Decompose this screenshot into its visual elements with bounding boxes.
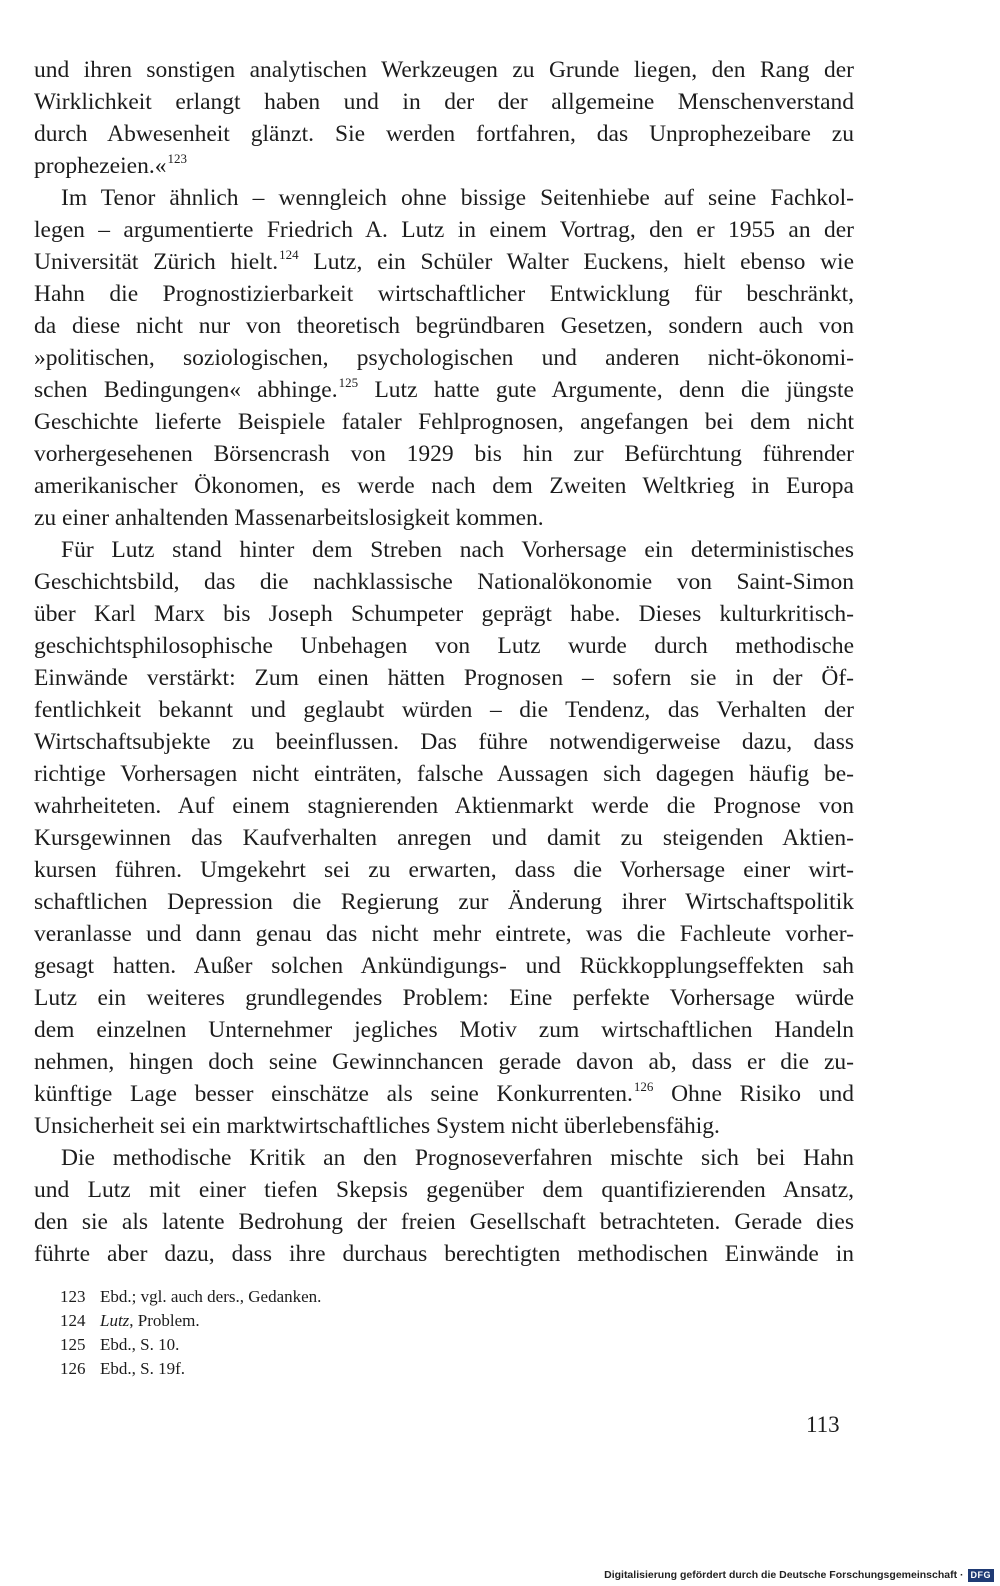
text-line: durch Abwesenheit glänzt. Sie werden fortfahren, das Unprophezeibare zu (34, 121, 854, 147)
text-line: dem einzelnen Unternehmer jegliches Motiv zum wirtschaftlichen Handeln (34, 1017, 854, 1043)
text-line: Die methodische Kritik an den Prognoseverfahren mischte sich bei Hahn (61, 1145, 854, 1171)
text-line: Geschichtsbild, das die nachklassische Nationalökonomie von Saint-Simon (34, 569, 854, 595)
text-line: zu einer anhaltenden Massenarbeitslosigkeit kommen. (34, 505, 544, 531)
text-line: Kursgewinnen das Kaufverhalten anregen und damit zu steigenden Aktien- (34, 825, 854, 851)
footnote-ref[interactable]: 125 (338, 375, 359, 390)
footnote-text: Ebd., S. 19f. (100, 1359, 185, 1378)
text-line: Für Lutz stand hinter dem Streben nach Vorhersage ein deterministisches (61, 537, 854, 563)
footnote-ref[interactable]: 123 (167, 151, 187, 166)
text-line: geschichtsphilosophische Unbehagen von Lutz wurde durch methodische (34, 633, 854, 659)
footnote-item (60, 1333, 760, 1357)
footnote-text: Ebd.; vgl. auch ders., Gedanken. (100, 1287, 322, 1306)
text-line: Lutz ein weiteres grundlegendes Problem: Eine perfekte Vorhersage würde (34, 985, 854, 1011)
text-line: nehmen, hingen doch seine Gewinnchancen gerade davon ab, dass er die zu- (34, 1049, 854, 1075)
text-line: amerikanischer Ökonomen, es werde nach dem Zweiten Weltkrieg in Europa (34, 473, 854, 499)
footnote-text: Ebd., S. 10. (100, 1335, 180, 1354)
text-line: wahrheiteten. Auf einem stagnierenden Aktienmarkt werde die Prognose von (34, 793, 854, 819)
main-text (34, 54, 854, 1270)
text-line: »politischen, soziologischen, psychologischen und anderen nicht-ökonomi- (34, 345, 854, 371)
footnote-number: 125 (60, 1335, 86, 1354)
text-line: Hahn die Prognostizierbarkeit wirtschaftlicher Entwicklung für beschränkt, (34, 281, 854, 307)
footnote-item (60, 1357, 760, 1381)
footnote-number: 123 (60, 1287, 86, 1306)
footnote-item (60, 1285, 760, 1309)
dfg-logo: DFG (968, 1569, 995, 1582)
footnote-number: 124 (60, 1311, 86, 1330)
text-line: Geschichte lieferte Beispiele fataler Fehlprognosen, angefangen bei dem nicht (34, 409, 854, 435)
footnotes (60, 1285, 760, 1381)
text-line: Im Tenor ähnlich – wenngleich ohne bissige Seitenhiebe auf seine Fachkol- (61, 185, 854, 211)
footnote-ref[interactable]: 124 (279, 247, 299, 262)
footnote-number: 126 (60, 1359, 86, 1378)
text-line: Unsicherheit sei ein marktwirtschaftliches System nicht überlebensfähig. (34, 1113, 720, 1139)
text-line: vorhergesehenen Börsencrash von 1929 bis hin zur Befürchtung führender (34, 441, 854, 467)
text-line: und Lutz mit einer tiefen Skepsis gegenüber dem quantifizierenden Ansatz, (34, 1177, 854, 1203)
text-line: kursen führen. Umgekehrt sei zu erwarten, dass die Vorhersage einer wirt- (34, 857, 854, 883)
footnote-ref[interactable]: 126 (633, 1079, 654, 1094)
text-line: Einwände verstärkt: Zum einen hätten Prognosen – sofern sie in der Öf- (34, 665, 854, 691)
text-line: und ihren sonstigen analytischen Werkzeugen zu Grunde liegen, den Rang der (34, 57, 854, 83)
text-line: legen – argumentierte Friedrich A. Lutz in einem Vortrag, den er 1955 an der (34, 217, 854, 243)
text-line: fentlichkeit bekannt und geglaubt würden – die Tendenz, das Verhalten der (34, 697, 854, 723)
text-line: Wirtschaftsubjekte zu beeinflussen. Das führe notwendigerweise dazu, dass (34, 729, 854, 755)
text-line: prophezeien.«$^{123}$ (34, 151, 187, 179)
text-line: führte aber dazu, dass ihre durchaus berechtigten methodischen Einwände in (34, 1241, 854, 1267)
text-line: schaftlichen Depression die Regierung zur Änderung ihrer Wirtschaftspolitik (34, 889, 854, 915)
digitization-note: Digitalisierung gefördert durch die Deutsche Forschungsgemeinschaft · (604, 1569, 964, 1581)
text-line: über Karl Marx bis Joseph Schumpeter geprägt habe. Dieses kulturkritisch- (34, 601, 854, 627)
page-number: 113 (806, 1412, 840, 1437)
text-line: Wirklichkeit erlangt haben und in der der allgemeine Menschenverstand (34, 89, 854, 115)
footnote-text: , Problem. (129, 1311, 200, 1330)
text-line: den sie als latente Bedrohung der freien Gesellschaft betrachteten. Gerade dies (34, 1209, 854, 1235)
text-line: Universität Zürich hielt.$^{124}$ Lutz, ein Schüler Walter Euckens, hielt ebenso wie (34, 247, 855, 275)
footnote-item (60, 1309, 760, 1333)
text-line: gesagt hatten. Außer solchen Ankündigungs- und Rückkopplungseffekten sah (34, 953, 854, 979)
text-line: da diese nicht nur von theoretisch begründbaren Gesetzen, sondern auch von (34, 313, 854, 339)
digitization-footer (604, 1567, 994, 1583)
text-line: richtige Vorhersagen nicht einträten, falsche Aussagen sich dagegen häufig be- (34, 761, 854, 787)
footnote-author: Lutz (100, 1311, 130, 1330)
text-line: künftige Lage besser einschätze als seine Konkurrenten.$^{126}$ Ohne Risiko und (34, 1079, 854, 1107)
text-line: veranlasse und dann genau das nicht mehr eintrete, was die Fachleute vorher- (34, 921, 854, 947)
text-line: schen Bedingungen« abhinge.$^{125}$ Lutz hatte gute Argumente, denn die jüngste (34, 375, 854, 403)
